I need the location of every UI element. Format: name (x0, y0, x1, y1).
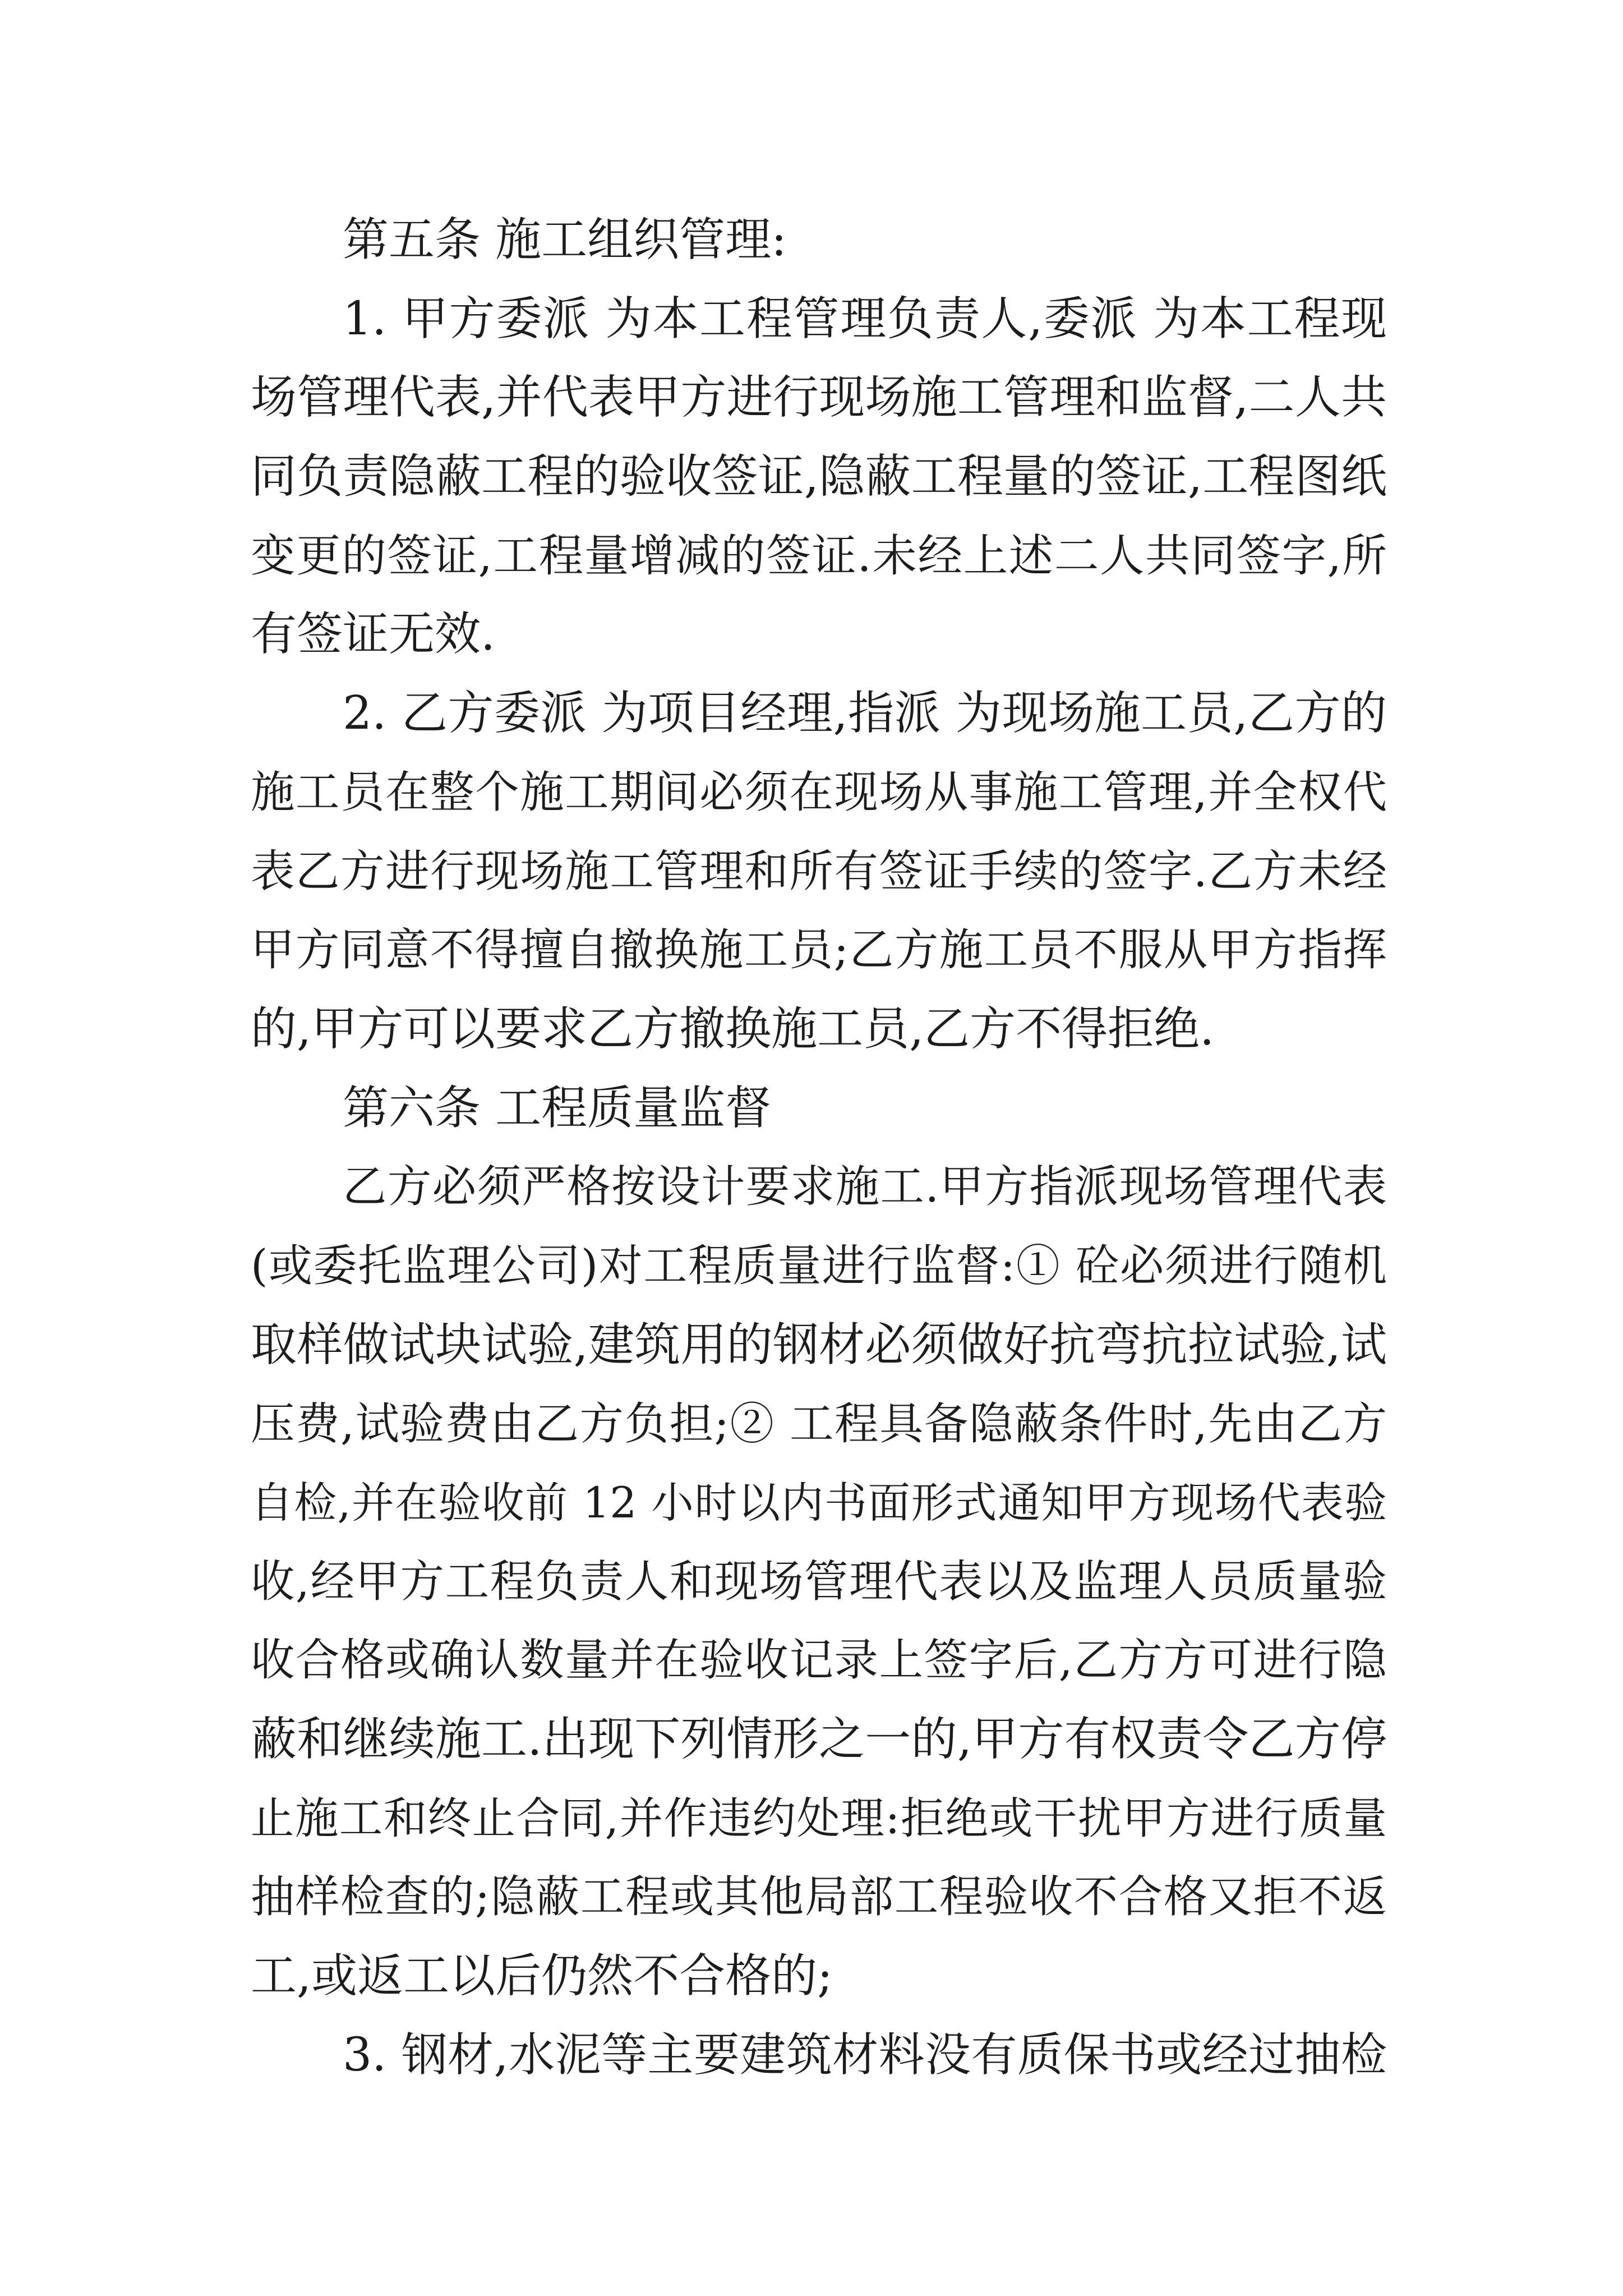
article-6-item-3-line: 3. 钢材,水泥等主要建筑材料没有质保书或经过抽检 (343, 2028, 1387, 2082)
article-5-heading: 第五条 施工组织管理: (343, 213, 787, 266)
article-6-body-line: 压费,试验费由乙方负担;② 工程具备隐蔽条件时,先由乙方 (251, 1398, 1387, 1450)
article-6-body-line: (或委托监理公司)对工程质量进行监督:① 砼必须进行随机 (251, 1240, 1387, 1291)
article-5-item-1-line: 变更的签证,工程量增减的签证.未经上述二人共同签字,所 (251, 529, 1387, 582)
article-5-item-1-line: 同负责隐蔽工程的验收签证,隐蔽工程量的签证,工程图纸 (251, 450, 1387, 504)
contract-page-text (251, 201, 1387, 2095)
article-6-body-line: 自检,并在验收前 12 小时以内书面形式通知甲方现场代表验 (251, 1478, 1387, 1527)
article-5-item-2-line: 2. 乙方委派 为项目经理,指派 为现场施工员,乙方的 (343, 687, 1387, 740)
article-6-body-line: 收,经甲方工程负责人和现场管理代表以及监理人员质量验 (251, 1556, 1387, 1607)
article-6-body-line: 取样做试块试验,建筑用的钢材必须做好抗弯抗拉试验,试 (251, 1318, 1387, 1372)
article-6-body-line: 乙方必须严格按设计要求施工.甲方指派现场管理代表 (343, 1161, 1387, 1213)
article-5-item-2-line: 施工员在整个施工期间必须在现场从事施工管理,并全权代 (251, 766, 1387, 818)
article-5-item-1-line: 场管理代表,并代表甲方进行现场施工管理和监督,二人共 (251, 371, 1387, 425)
article-6-body-line: 收合格或确认数量并在验收记录上签字后,乙方方可进行隐 (251, 1635, 1387, 1686)
article-5-item-1-line: 有签证无效. (251, 608, 496, 661)
article-5-item-2-line: 甲方同意不得擅自撤换施工员;乙方施工员不服从甲方指挥 (251, 924, 1387, 976)
article-6-body-line: 蔽和继续施工.出现下列情形之一的,甲方有权责令乙方停 (251, 1713, 1387, 1766)
article-5-item-2-line: 表乙方进行现场施工管理和所有签证手续的签字.乙方未经 (251, 845, 1387, 897)
article-6-body-line: 工,或返工以后仍然不合格的; (251, 1949, 833, 2003)
article-6-body-line: 抽样检查的;隐蔽工程或其他局部工程验收不合格又拒不返 (251, 1871, 1387, 1923)
article-5-item-2-line: 的,甲方可以要求乙方撤换施工员,乙方不得拒绝. (251, 1002, 1215, 1056)
article-6-body-line: 止施工和终止合同,并作违约处理:拒绝或干扰甲方进行质量 (251, 1793, 1387, 1844)
article-5-item-1-line: 1. 甲方委派 为本工程管理负责人,委派 为本工程现 (343, 292, 1387, 346)
article-6-heading: 第六条 工程质量监督 (343, 1081, 772, 1135)
